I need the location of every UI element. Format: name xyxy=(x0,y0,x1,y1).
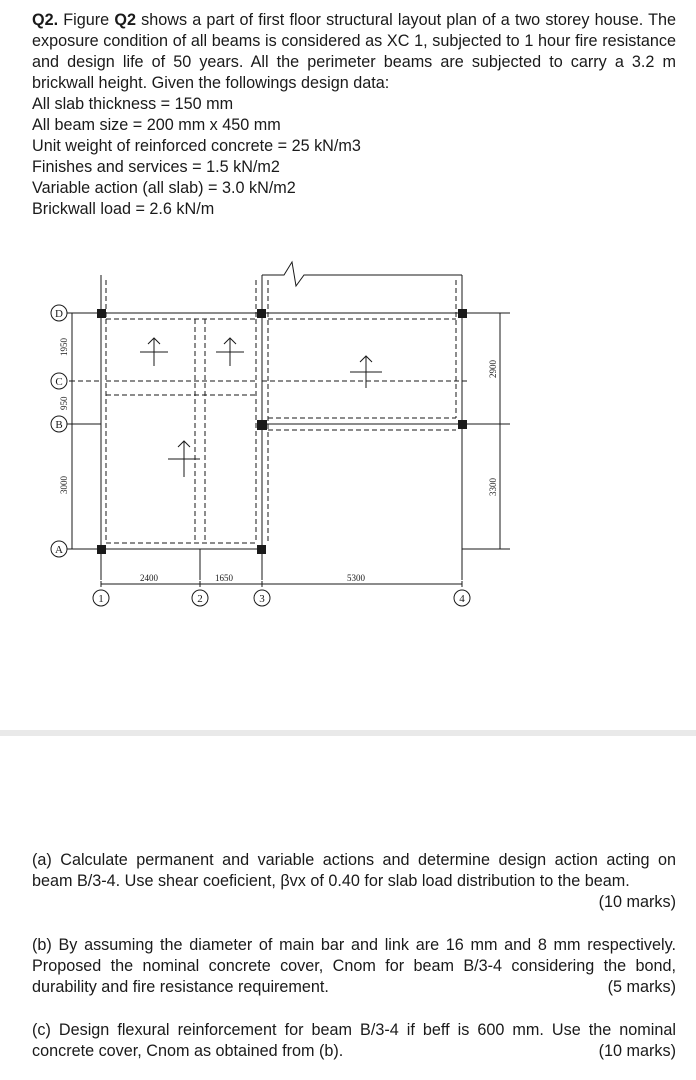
right-dimension xyxy=(497,313,503,549)
design-data-line: All slab thickness = 150 mm xyxy=(32,95,234,113)
dim-label: 3300 xyxy=(488,478,498,496)
grid-label: 2 xyxy=(197,593,203,605)
part-a-text: (a) Calculate permanent and variable actions and determine design action acting on beam B/3-4. Use shear coeficient, βvx of 0.40 for slab load distribution to the beam. xyxy=(32,851,676,890)
layout-plan-drawing xyxy=(0,250,696,620)
grid-label: D xyxy=(55,308,63,320)
grid-label: 1 xyxy=(98,593,104,605)
grid-label: A xyxy=(55,544,63,556)
question-label: Q2. xyxy=(32,11,59,29)
left-dimension xyxy=(69,313,75,549)
break-line xyxy=(262,262,462,286)
structural-layout-figure xyxy=(0,250,696,620)
dim-label: 2900 xyxy=(488,360,498,378)
question-intro xyxy=(32,10,676,220)
grid-label: C xyxy=(55,376,63,388)
design-data-line: All beam size = 200 mm x 450 mm xyxy=(32,116,281,134)
grid-label: B xyxy=(55,419,63,431)
span-arrow-icon xyxy=(350,356,382,388)
part-b-marks: (5 marks) xyxy=(607,978,676,996)
dim-label: 3000 xyxy=(59,476,69,494)
design-data-line: Unit weight of reinforced concrete = 25 kN/m3 xyxy=(32,137,361,155)
beam-outline xyxy=(262,313,462,424)
design-data-line: Finishes and services = 1.5 kN/m2 xyxy=(32,158,280,176)
span-arrow-icon xyxy=(140,338,168,366)
dashed-beams xyxy=(62,280,470,543)
dim-label: 950 xyxy=(59,396,69,410)
part-b xyxy=(32,935,676,998)
part-c-text: (c) Design flexural reinforcement for beam B/3-4 if beff is 600 mm. Use the nominal concrete cover, Cnom as obtained from (b). xyxy=(32,1021,676,1060)
dim-label: 5300 xyxy=(347,573,365,583)
dim-label: 2400 xyxy=(140,573,158,583)
part-a xyxy=(32,850,676,913)
page-separator xyxy=(0,730,696,736)
grid-label: 3 xyxy=(259,593,265,605)
part-c xyxy=(32,1020,676,1062)
span-arrow-icon xyxy=(216,338,244,366)
part-c-marks: (10 marks) xyxy=(598,1042,676,1060)
dim-label: 1950 xyxy=(59,338,69,356)
design-data-line: Variable action (all slab) = 3.0 kN/m2 xyxy=(32,179,296,197)
figure-ref: Q2 xyxy=(114,11,136,29)
design-data-line: Brickwall load = 2.6 kN/m xyxy=(32,200,215,218)
dim-label: 1650 xyxy=(215,573,233,583)
part-b-text: (b) By assuming the diameter of main bar and link are 16 mm and 8 mm respectively. Proposed the nominal concrete cover, Cnom for beam B/3-4 considering the bond, durability and fire resistance requirement. xyxy=(32,936,676,996)
slab-span-markers xyxy=(140,338,382,477)
question-statement: Q2. Figure Q2 shows a part of first floor structural layout plan of a two storey house. The exposure condition of all beams is considered as XC 1, subjected to 1 hour fire resistance and design life of 50 years. All the perimeter beams are subjected to carry a 3.2 m brickwall height. Given the followings design data: xyxy=(32,11,676,92)
columns xyxy=(97,309,467,554)
part-a-marks: (10 marks) xyxy=(598,893,676,911)
beam-outline xyxy=(101,313,262,549)
grid-label: 4 xyxy=(459,593,465,605)
